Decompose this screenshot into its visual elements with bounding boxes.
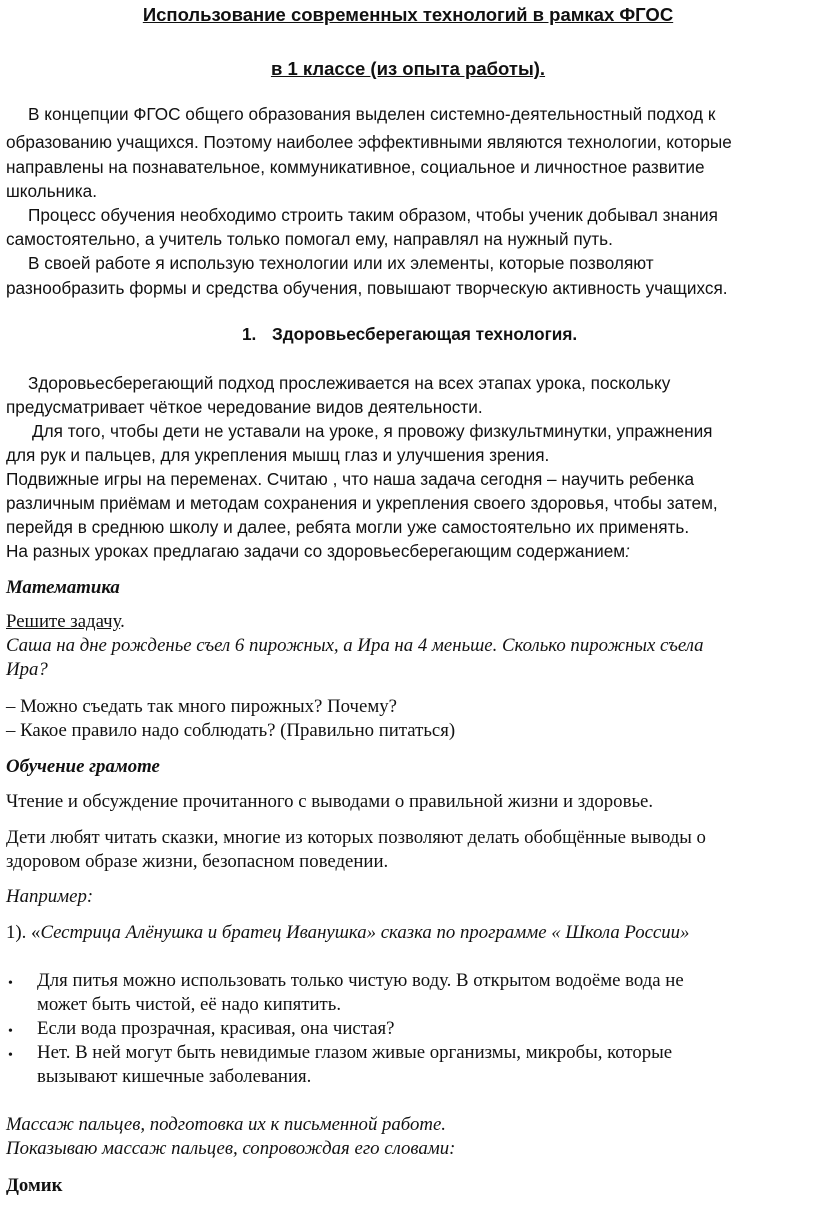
example-label: Например: [6,886,94,907]
intro-line: школьника. [6,181,97,201]
list-item: Если вода прозрачная, красивая, она чистая? [37,1018,395,1039]
task-line [6,611,125,633]
section-number: 1. [242,324,257,344]
health-line-colon: : [625,541,630,561]
health-line: для рук и пальцев, для укрепления мышц глаз и улучшения зрения. [6,445,550,465]
intro-line: направлены на познавательное, коммуникативное, социальное и личностное развитие [6,157,705,177]
health-line: Для того, чтобы дети не уставали на уроке, я провожу физкультминутки, упражнения [32,421,713,441]
domik-heading: Домик [6,1175,63,1196]
massage-line: Массаж пальцев, подготовка их к письменной работе. [6,1114,446,1135]
question: – Можно съедать так много пирожных? Почему? [6,696,397,717]
document-title-line2: в 1 классе (из опыта работы). [270,58,546,79]
list-item: Нет. В ней могут быть невидимые глазом живые организмы, микробы, которые [37,1042,673,1063]
reading-text: Чтение и обсуждение прочитанного с выводами о правильной жизни и здоровье. [6,791,654,812]
massage-line: Показываю массаж пальцев, сопровождая его словами: [6,1138,456,1159]
task-dot: . [120,611,125,632]
health-line [6,541,630,562]
health-line-text: На разных уроках предлагаю задачи со здоровьесберегающим содержанием [6,541,626,561]
bullet-dot-icon: • [8,976,13,991]
health-line: Здоровьесберегающий подход прослеживается на всех этапах урока, поскольку [28,373,671,393]
health-line: Подвижные игры на переменах. Считаю , что наша задача сегодня – научить ребенка [6,469,695,489]
health-line: предусматривает чёткое чередование видов деятельности. [6,397,483,417]
math-heading: Математика [6,577,120,598]
health-line: перейдя в среднюю школу и далее, ребята могли уже самостоятельно их применять. [6,517,690,537]
task-label: Решите задачу [6,611,121,632]
intro-line: В концепции ФГОС общего образования выделен системно-деятельностный подход к [28,104,716,124]
task-text: Ира? [6,659,48,680]
example-prefix: 1). « [6,922,41,943]
section-title: Здоровьесберегающая технология. [272,324,578,344]
intro-line: В своей работе я использую технологии или их элементы, которые позволяют [28,253,654,273]
health-line: различным приёмам и методам сохранения и укрепления своего здоровья, чтобы затем, [6,493,718,513]
intro-line: разнообразить формы и средства обучения, повышают творческую активность учащихся. [6,278,728,298]
fairy-text: здоровом образе жизни, безопасном поведении. [6,851,389,872]
intro-line: Процесс обучения необходимо строить таким образом, чтобы ученик добывал знания [28,205,718,225]
list-item: вызывают кишечные заболевания. [37,1066,312,1087]
list-item: Для питья можно использовать только чистую воду. В открытом водоёме вода не [37,970,684,991]
question: – Какое правило надо соблюдать? (Правильно питаться) [6,720,456,741]
example-line [6,922,689,944]
literacy-heading: Обучение грамоте [6,756,160,777]
task-text: Саша на дне рожденье съел 6 пирожных, а Ира на 4 меньше. Сколько пирожных съела [6,635,704,656]
intro-line: самостоятельно, а учитель только помогал ему, направлял на нужный путь. [6,229,613,249]
document-title-line1: Использование современных технологий в рамках ФГОС [142,4,674,25]
bullet-dot-icon: • [8,1024,13,1039]
list-item: может быть чистой, её надо кипятить. [37,994,342,1015]
bullet-dot-icon: • [8,1048,13,1063]
fairy-text: Дети любят читать сказки, многие из которых позволяют делать обобщённые выводы о [6,827,706,848]
example-text: Сестрица Алёнушка и братец Иванушка» сказка по программе « Школа России» [40,922,690,943]
intro-line: образованию учащихся. Поэтому наиболее эффективными являются технологии, которые [6,132,732,152]
